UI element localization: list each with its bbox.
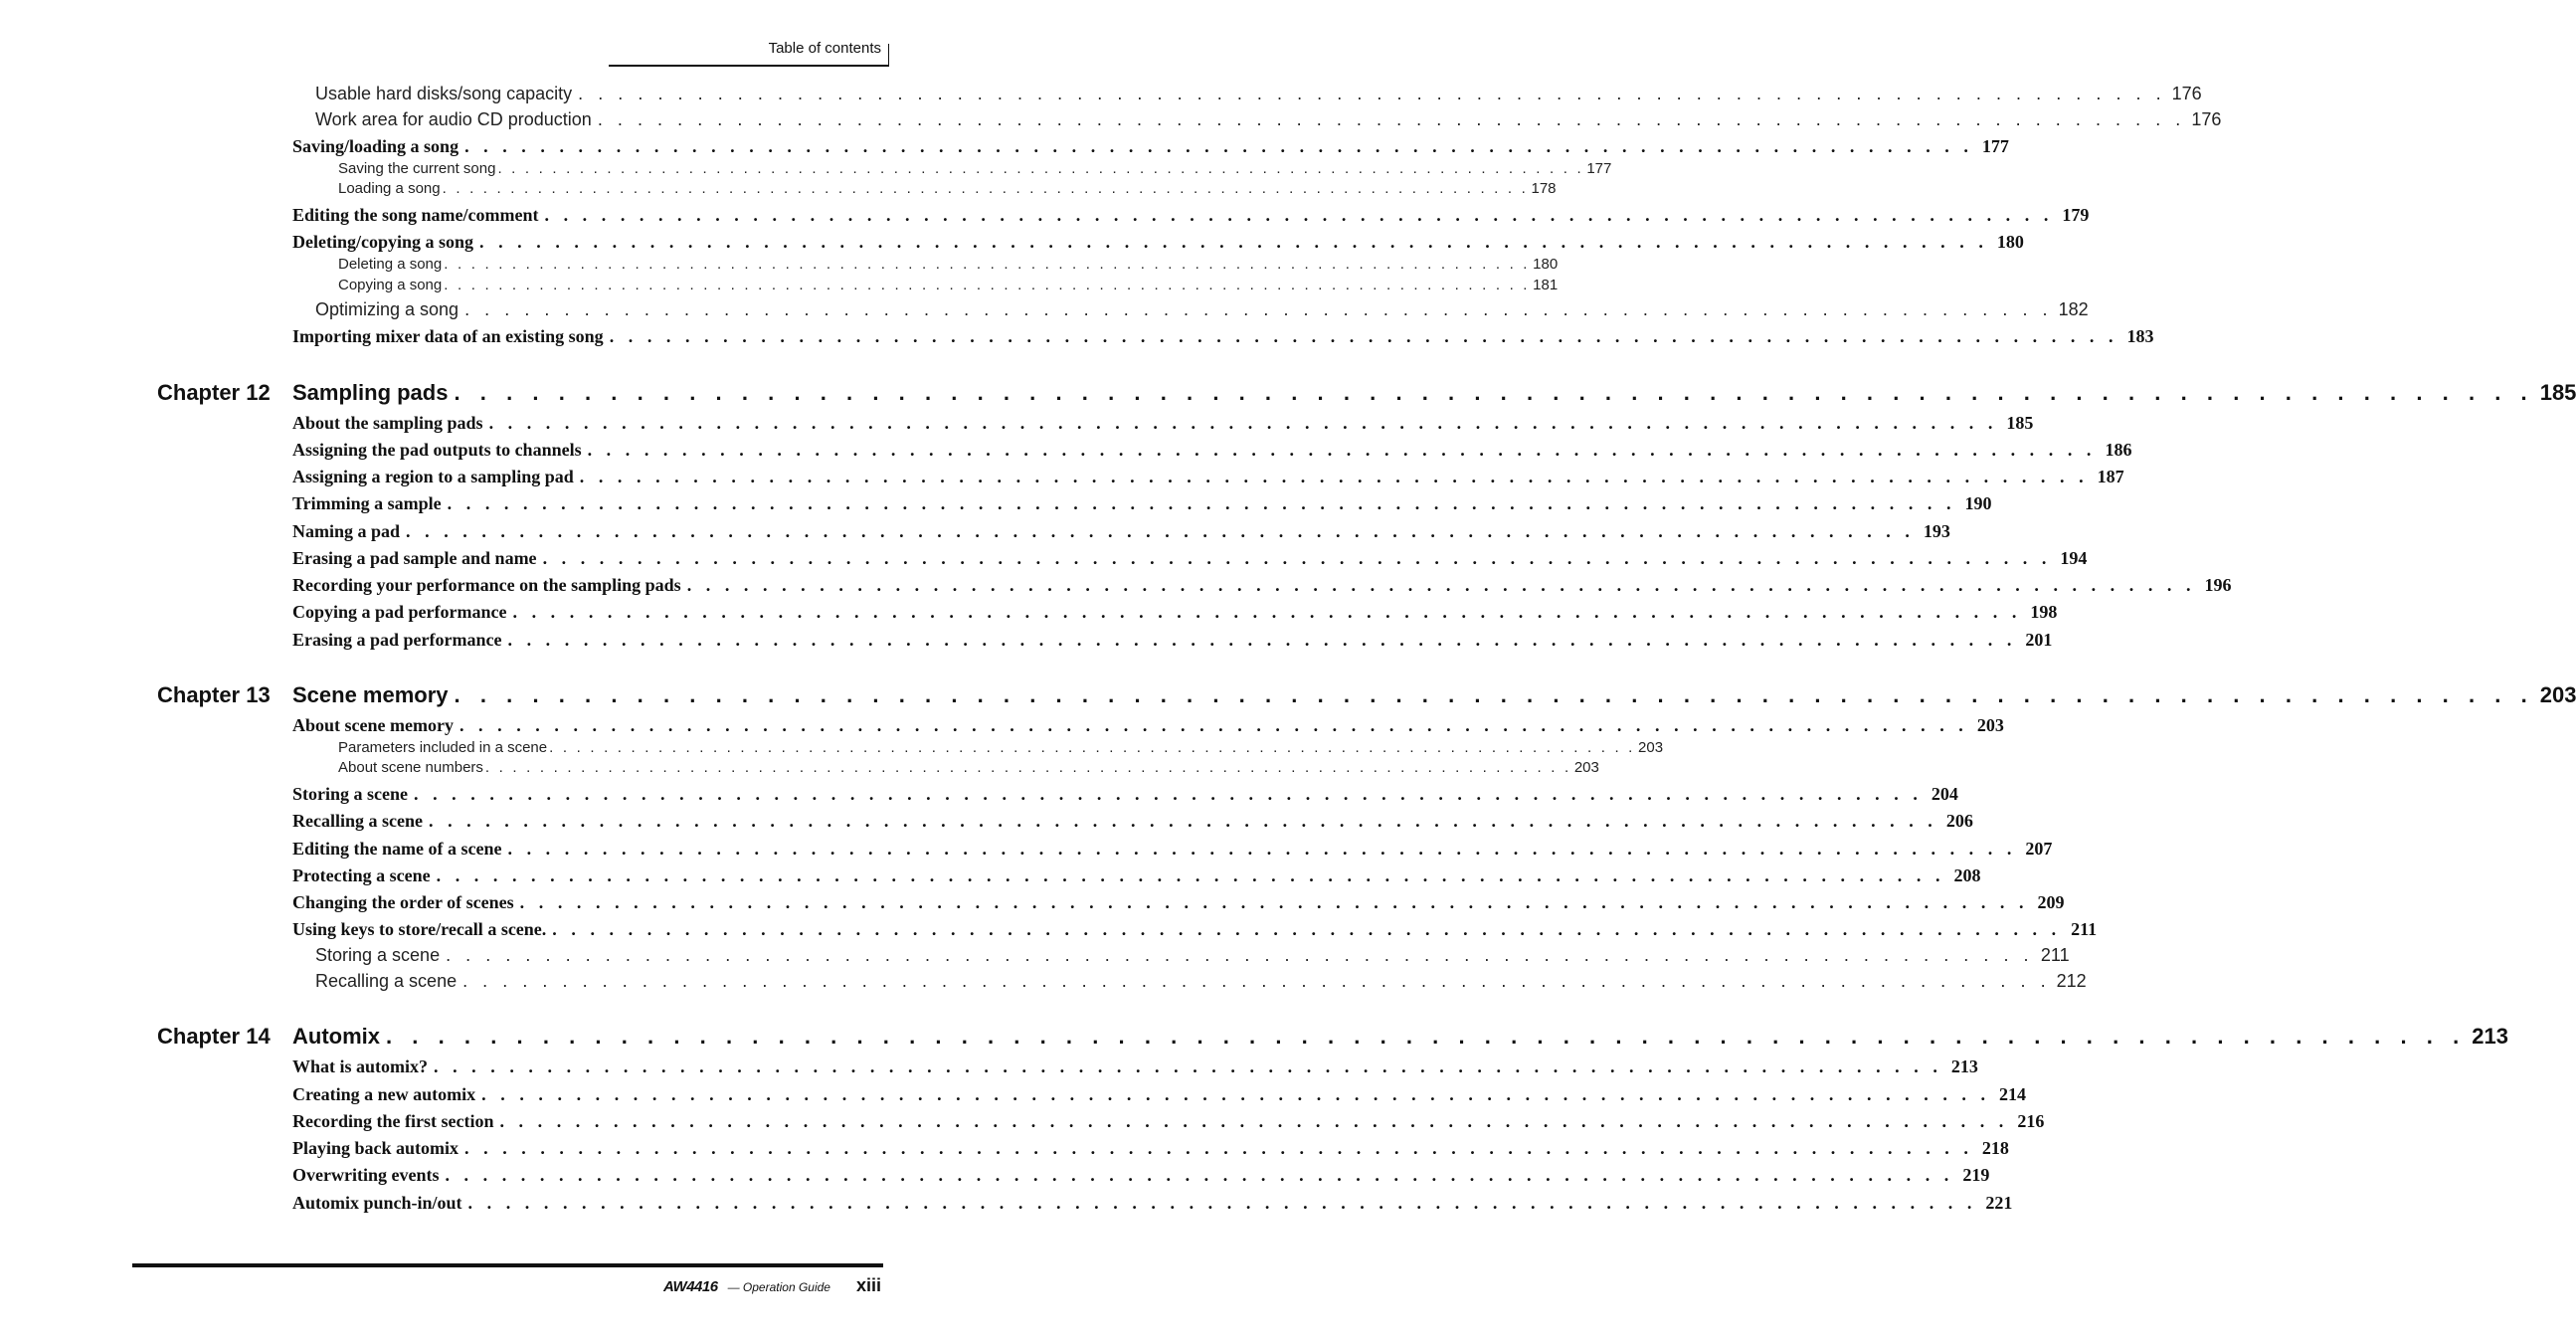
toc-page-number: 180 bbox=[1533, 256, 1559, 273]
dot-leader: . . . . . . . . . . . . . . . . . . . . . . . . . . . . . . . . . . . . . . . . . . . . . . . . . . . . . . . . . . . . . . . . . . . . . . . . . . . . . . . . bbox=[686, 575, 2196, 595]
toc-entry bbox=[0, 945, 2070, 966]
toc-entry bbox=[0, 136, 2009, 157]
toc-entry bbox=[0, 602, 2058, 623]
dot-leader: . . . . . . . . . . . . . . . . . . . . . . . . . . . . . . . . . . . . . . . . . . . . . . . . . . . . . . . . . . . . . . . . . . . . . . . . . . . . . . . . bbox=[428, 811, 1937, 831]
toc-entry-title: Automix bbox=[292, 1024, 380, 1049]
toc-entry bbox=[0, 1165, 1990, 1186]
chapter-number: Chapter 12 bbox=[157, 380, 271, 405]
toc-page-number: 207 bbox=[2025, 839, 2053, 859]
toc-entry bbox=[0, 811, 1973, 832]
toc-entry bbox=[0, 919, 2098, 940]
toc-entry-title: Storing a scene bbox=[292, 784, 408, 804]
toc-page-number: 212 bbox=[2056, 971, 2087, 991]
toc-entry-title: Work area for audio CD production bbox=[315, 109, 592, 129]
toc-page-number: 208 bbox=[1953, 865, 1981, 885]
toc-entry bbox=[0, 299, 2089, 320]
dot-leader: . . . . . . . . . . . . . . . . . . . . . . . . . . . . . . . . . . . . . . . . . . . . . . . . . . . . . . . . . . . . . . . . . . . . . . . . . . . . . . . . bbox=[507, 630, 2017, 650]
dot-leader: . . . . . . . . . . . . . . . . . . . . . . . . . . . . . . . . . . . . . . . . . . . . . . . . . . . . . . . . . . . . . . . . . . . . . . . . . . . . . . . . bbox=[497, 160, 1584, 177]
toc-page-number: 178 bbox=[1531, 180, 1557, 197]
toc-entry bbox=[0, 715, 2004, 736]
toc-page-number: 196 bbox=[2204, 575, 2232, 595]
dot-leader: . . . . . . . . . . . . . . . . . . . . . . . . . . . . . . . . . . . . . . . . . . . . . . . . . . . . . . . . . . . . . . . . . . . . . . . . . . . . . . . . bbox=[447, 493, 1956, 513]
toc-entry bbox=[0, 180, 1557, 197]
toc-entry-title: Overwriting events bbox=[292, 1165, 440, 1185]
toc-page-number: 182 bbox=[2058, 299, 2089, 319]
toc-entry bbox=[0, 232, 2024, 253]
dot-leader: . . . . . . . . . . . . . . . . . . . . . . . . . . . . . . . . . . . . . . . . . . . . . . . . . . . . . . . . . . . . . . . . . . . . . . . . . . . . . . . . bbox=[479, 232, 1988, 252]
toc-entry-title: Scene memory bbox=[292, 682, 449, 707]
toc-entry-title: About scene memory bbox=[292, 715, 454, 735]
dot-leader: . . . . . . . . . . . . . . . . . . . . . . . . . . . . . . . . . . . . . . . . . . . . . . . . . . . . . . . . . . . . . . . . . . . . . . . . . . . . . . . . bbox=[519, 892, 2029, 912]
dot-leader: . . . . . . . . . . . . . . . . . . . . . . . . . . . . . . . . . . . . . . . . . . . . . . . . . . . . . . . . . . . . . . . . . . . . . . . . . . . . . . . . bbox=[579, 467, 2089, 486]
dot-leader: . . . . . . . . . . . . . . . . . . . . . . . . . . . . . . . . . . . . . . . . . . . . . . . . . . . . . . . . . . . . . . . . . . . . . . . . . . . . . . . . bbox=[386, 1024, 2467, 1049]
toc-page-number: 176 bbox=[2171, 84, 2202, 103]
header-label: Table of contents bbox=[768, 40, 881, 57]
toc-page-number: 190 bbox=[1964, 493, 1992, 513]
toc-page-number: 203 bbox=[1573, 759, 1599, 776]
toc-entry bbox=[0, 277, 1559, 293]
toc-entry-title: Importing mixer data of an existing song bbox=[292, 326, 604, 346]
dot-leader: . . . . . . . . . . . . . . . . . . . . . . . . . . . . . . . . . . . . . . . . . . . . . . . . . . . . . . . . . . . . . . . . . . . . . . . . . . . . . . . . bbox=[609, 326, 2118, 346]
toc-page-number: 193 bbox=[1923, 521, 1950, 541]
toc-entry bbox=[0, 1084, 2027, 1105]
toc-entry-title: Copying a pad performance bbox=[292, 602, 507, 622]
dot-leader: . . . . . . . . . . . . . . . . . . . . . . . . . . . . . . . . . . . . . . . . . . . . . . . . . . . . . . . . . . . . . . . . . . . . . . . . . . . . . . . . bbox=[507, 839, 2017, 859]
toc-page-number: 203 bbox=[1638, 739, 1664, 756]
dot-leader: . . . . . . . . . . . . . . . . . . . . . . . . . . . . . . . . . . . . . . . . . . . . . . . . . . . . . . . . . . . . . . . . . . . . . . . . . . . . . . . . bbox=[462, 971, 2051, 991]
toc-entry-title: Naming a pad bbox=[292, 521, 401, 541]
dot-leader: . . . . . . . . . . . . . . . . . . . . . . . . . . . . . . . . . . . . . . . . . . . . . . . . . . . . . . . . . . . . . . . . . . . . . . . . . . . . . . . . bbox=[484, 759, 1571, 776]
toc-entry-title: Deleting a song bbox=[338, 256, 443, 273]
toc-page-number: 187 bbox=[2097, 467, 2124, 486]
toc-entry bbox=[0, 548, 2088, 569]
dot-leader: . . . . . . . . . . . . . . . . . . . . . . . . . . . . . . . . . . . . . . . . . . . . . . . . . . . . . . . . . . . . . . . . . . . . . . . . . . . . . . . . bbox=[464, 299, 2053, 319]
toc-entry-title: Optimizing a song bbox=[315, 299, 460, 319]
toc-entry-title: Deleting/copying a song bbox=[292, 232, 474, 252]
toc-entry-title: What is automix? bbox=[292, 1056, 429, 1076]
toc-entry bbox=[0, 739, 1664, 756]
footer bbox=[663, 1275, 881, 1296]
toc-page-number: 176 bbox=[2191, 109, 2222, 129]
dot-leader: . . . . . . . . . . . . . . . . . . . . . . . . . . . . . . . . . . . . . . . . . . . . . . . . . . . . . . . . . . . . . . . . . . . . . . . . . . . . . . . . bbox=[464, 136, 1973, 156]
toc-page-number: 211 bbox=[2071, 919, 2098, 939]
product-logo: AW4416 bbox=[663, 1278, 718, 1295]
toc-page-number: 201 bbox=[2025, 630, 2053, 650]
dot-leader: . . . . . . . . . . . . . . . . . . . . . . . . . . . . . . . . . . . . . . . . . . . . . . . . . . . . . . . . . . . . . . . . . . . . . . . . . . . . . . . . bbox=[446, 945, 2034, 965]
toc-page-number: 177 bbox=[1586, 160, 1612, 177]
toc-entry-title: Erasing a pad sample and name bbox=[292, 548, 537, 568]
toc-entry-title: Automix punch-in/out bbox=[292, 1193, 462, 1213]
header-tick bbox=[888, 44, 890, 66]
dot-leader: . . . . . . . . . . . . . . . . . . . . . . . . . . . . . . . . . . . . . . . . . . . . . . . . . . . . . . . . . . . . . . . . . . . . . . . . . . . . . . . . bbox=[442, 180, 1529, 197]
dot-leader: . . . . . . . . . . . . . . . . . . . . . . . . . . . . . . . . . . . . . . . . . . . . . . . . . . . . . . . . . . . . . . . . . . . . . . . . . . . . . . . . bbox=[552, 919, 2062, 939]
toc-entry-title: Recording your performance on the sampling pads bbox=[292, 575, 681, 595]
toc-entry-title: Assigning a region to a sampling pad bbox=[292, 467, 574, 486]
toc-entry-title: Editing the name of a scene bbox=[292, 839, 502, 859]
toc-entry-title: Saving/loading a song bbox=[292, 136, 460, 156]
dot-leader: . . . . . . . . . . . . . . . . . . . . . . . . . . . . . . . . . . . . . . . . . . . . . . . . . . . . . . . . . . . . . . . . . . . . . . . . . . . . . . . . bbox=[464, 1138, 1973, 1158]
toc-entry-title: Recording the first section bbox=[292, 1111, 494, 1131]
toc-entry bbox=[0, 326, 2154, 347]
dot-leader: . . . . . . . . . . . . . . . . . . . . . . . . . . . . . . . . . . . . . . . . . . . . . . . . . . . . . . . . . . . . . . . . . . . . . . . . . . . . . . . . bbox=[549, 739, 1636, 756]
dot-leader: . . . . . . . . . . . . . . . . . . . . . . . . . . . . . . . . . . . . . . . . . . . . . . . . . . . . . . . . . . . . . . . . . . . . . . . . . . . . . . . . bbox=[454, 380, 2534, 405]
toc-entry bbox=[0, 109, 2222, 130]
toc-page-number: 213 bbox=[2472, 1024, 2508, 1049]
toc-entry bbox=[0, 521, 1950, 542]
toc-entry-title: Assigning the pad outputs to channels bbox=[292, 440, 582, 460]
toc-entry bbox=[0, 413, 2034, 434]
dot-leader: . . . . . . . . . . . . . . . . . . . . . . . . . . . . . . . . . . . . . . . . . . . . . . . . . . . . . . . . . . . . . . . . . . . . . . . . . . . . . . . . bbox=[488, 413, 1998, 433]
dot-leader: . . . . . . . . . . . . . . . . . . . . . . . . . . . . . . . . . . . . . . . . . . . . . . . . . . . . . . . . . . . . . . . . . . . . . . . . . . . . . . . . bbox=[481, 1084, 1991, 1104]
dot-leader: . . . . . . . . . . . . . . . . . . . . . . . . . . . . . . . . . . . . . . . . . . . . . . . . . . . . . . . . . . . . . . . . . . . . . . . . . . . . . . . . bbox=[542, 548, 2052, 568]
toc-entry-title: Editing the song name/comment bbox=[292, 205, 539, 225]
toc-page-number: 221 bbox=[1985, 1193, 2013, 1213]
toc-page-number: 218 bbox=[1981, 1138, 2009, 1158]
toc-entry-title: Storing a scene bbox=[315, 945, 441, 965]
toc-entry-title: Changing the order of scenes bbox=[292, 892, 514, 912]
toc-entry bbox=[0, 865, 1981, 886]
guide-title: — Operation Guide bbox=[727, 1280, 830, 1294]
toc-page-number: 204 bbox=[1931, 784, 1958, 804]
toc-entry-title: Erasing a pad performance bbox=[292, 630, 502, 650]
toc-entry-title: Copying a song bbox=[338, 277, 443, 293]
dot-leader: . . . . . . . . . . . . . . . . . . . . . . . . . . . . . . . . . . . . . . . . . . . . . . . . . . . . . . . . . . . . . . . . . . . . . . . . . . . . . . . . bbox=[467, 1193, 1977, 1213]
toc-entry-title: About scene numbers bbox=[338, 759, 483, 776]
chapter-number: Chapter 14 bbox=[157, 1024, 271, 1049]
toc-entry bbox=[0, 759, 1599, 776]
toc-page-number: 194 bbox=[2060, 548, 2088, 568]
toc-entry bbox=[0, 971, 2087, 992]
dot-leader: . . . . . . . . . . . . . . . . . . . . . . . . . . . . . . . . . . . . . . . . . . . . . . . . . . . . . . . . . . . . . . . . . . . . . . . . . . . . . . . . bbox=[445, 1165, 1954, 1185]
toc-page-number: 177 bbox=[1981, 136, 2009, 156]
toc-page-number: 209 bbox=[2037, 892, 2065, 912]
toc-entry-title: Usable hard disks/song capacity bbox=[315, 84, 573, 103]
dot-leader: . . . . . . . . . . . . . . . . . . . . . . . . . . . . . . . . . . . . . . . . . . . . . . . . . . . . . . . . . . . . . . . . . . . . . . . . . . . . . . . . bbox=[434, 1056, 1942, 1076]
toc-entry-title: Playing back automix bbox=[292, 1138, 460, 1158]
toc-page-number: 203 bbox=[1976, 715, 2004, 735]
toc-page-number: 198 bbox=[2030, 602, 2058, 622]
toc-entry-title: Loading a song bbox=[338, 180, 441, 197]
toc-page-number: 214 bbox=[1999, 1084, 2027, 1104]
toc-entry bbox=[0, 1193, 2013, 1214]
toc-entry bbox=[0, 256, 1559, 273]
dot-leader: . . . . . . . . . . . . . . . . . . . . . . . . . . . . . . . . . . . . . . . . . . . . . . . . . . . . . . . . . . . . . . . . . . . . . . . . . . . . . . . . bbox=[587, 440, 2097, 460]
toc-entry bbox=[0, 160, 1612, 177]
toc-entry-title: About the sampling pads bbox=[292, 413, 483, 433]
toc-page-number: 203 bbox=[2539, 682, 2576, 707]
dot-leader: . . . . . . . . . . . . . . . . . . . . . . . . . . . . . . . . . . . . . . . . . . . . . . . . . . . . . . . . . . . . . . . . . . . . . . . . . . . . . . . . bbox=[454, 682, 2534, 707]
toc-entry bbox=[0, 467, 2124, 487]
dot-leader: . . . . . . . . . . . . . . . . . . . . . . . . . . . . . . . . . . . . . . . . . . . . . . . . . . . . . . . . . . . . . . . . . . . . . . . . . . . . . . . . bbox=[512, 602, 2022, 622]
toc-entry-title: Sampling pads bbox=[292, 380, 449, 405]
dot-leader: . . . . . . . . . . . . . . . . . . . . . . . . . . . . . . . . . . . . . . . . . . . . . . . . . . . . . . . . . . . . . . . . . . . . . . . . . . . . . . . . bbox=[578, 84, 2166, 103]
toc-entry bbox=[0, 839, 2053, 860]
dot-leader: . . . . . . . . . . . . . . . . . . . . . . . . . . . . . . . . . . . . . . . . . . . . . . . . . . . . . . . . . . . . . . . . . . . . . . . . . . . . . . . . bbox=[544, 205, 2054, 225]
header-rule bbox=[609, 65, 889, 67]
toc-chapter-heading bbox=[0, 682, 2576, 708]
footer-rule bbox=[132, 1263, 883, 1267]
toc-page-number: 180 bbox=[1996, 232, 2024, 252]
toc-page-number: 213 bbox=[1950, 1056, 1978, 1076]
page-number: xiii bbox=[855, 1275, 881, 1295]
dot-leader: . . . . . . . . . . . . . . . . . . . . . . . . . . . . . . . . . . . . . . . . . . . . . . . . . . . . . . . . . . . . . . . . . . . . . . . . . . . . . . . . bbox=[597, 109, 2186, 129]
toc-entry-title: Creating a new automix bbox=[292, 1084, 476, 1104]
dot-leader: . . . . . . . . . . . . . . . . . . . . . . . . . . . . . . . . . . . . . . . . . . . . . . . . . . . . . . . . . . . . . . . . . . . . . . . . . . . . . . . . bbox=[499, 1111, 2009, 1131]
dot-leader: . . . . . . . . . . . . . . . . . . . . . . . . . . . . . . . . . . . . . . . . . . . . . . . . . . . . . . . . . . . . . . . . . . . . . . . . . . . . . . . . bbox=[436, 865, 1945, 885]
toc-page-number: 186 bbox=[2105, 440, 2132, 460]
toc-entry-title: Trimming a sample bbox=[292, 493, 442, 513]
toc-entry bbox=[0, 784, 1958, 805]
toc-chapter-heading bbox=[0, 380, 2576, 406]
toc-entry-title: Recalling a scene bbox=[315, 971, 458, 991]
toc-page-number: 183 bbox=[2126, 326, 2154, 346]
dot-leader: . . . . . . . . . . . . . . . . . . . . . . . . . . . . . . . . . . . . . . . . . . . . . . . . . . . . . . . . . . . . . . . . . . . . . . . . . . . . . . . . bbox=[406, 521, 1915, 541]
toc-entry-title: Protecting a scene bbox=[292, 865, 431, 885]
toc-entry bbox=[0, 1111, 2045, 1132]
toc-page-number: 219 bbox=[1962, 1165, 1990, 1185]
toc-page-number: 179 bbox=[2062, 205, 2090, 225]
toc-entry bbox=[0, 630, 2053, 651]
toc-page-number: 211 bbox=[2040, 945, 2070, 965]
toc-page-number: 181 bbox=[1533, 277, 1559, 293]
toc-entry-title: Saving the current song bbox=[338, 160, 496, 177]
dot-leader: . . . . . . . . . . . . . . . . . . . . . . . . . . . . . . . . . . . . . . . . . . . . . . . . . . . . . . . . . . . . . . . . . . . . . . . . . . . . . . . . bbox=[444, 256, 1531, 273]
toc-page-number: 216 bbox=[2017, 1111, 2045, 1131]
dot-leader: . . . . . . . . . . . . . . . . . . . . . . . . . . . . . . . . . . . . . . . . . . . . . . . . . . . . . . . . . . . . . . . . . . . . . . . . . . . . . . . . bbox=[414, 784, 1923, 804]
dot-leader: . . . . . . . . . . . . . . . . . . . . . . . . . . . . . . . . . . . . . . . . . . . . . . . . . . . . . . . . . . . . . . . . . . . . . . . . . . . . . . . . bbox=[444, 277, 1531, 293]
toc-entry bbox=[0, 1056, 1978, 1077]
toc-chapter-heading bbox=[0, 1024, 2508, 1050]
toc-entry bbox=[0, 440, 2132, 461]
toc-page-number: 185 bbox=[2006, 413, 2034, 433]
toc-entry bbox=[0, 205, 2090, 226]
toc-page-number: 185 bbox=[2539, 380, 2576, 405]
toc-entry bbox=[0, 1138, 2009, 1159]
chapter-number: Chapter 13 bbox=[157, 682, 271, 707]
dot-leader: . . . . . . . . . . . . . . . . . . . . . . . . . . . . . . . . . . . . . . . . . . . . . . . . . . . . . . . . . . . . . . . . . . . . . . . . . . . . . . . . bbox=[459, 715, 1968, 735]
toc-entry bbox=[0, 84, 2202, 104]
toc-page-number: 206 bbox=[1945, 811, 1973, 831]
toc-entry bbox=[0, 892, 2065, 913]
toc-entry bbox=[0, 575, 2232, 596]
toc-entry-title: Parameters included in a scene bbox=[338, 739, 548, 756]
toc-entry-title: Using keys to store/recall a scene. bbox=[292, 919, 547, 939]
toc-entry bbox=[0, 493, 1992, 514]
toc-entry-title: Recalling a scene bbox=[292, 811, 423, 831]
